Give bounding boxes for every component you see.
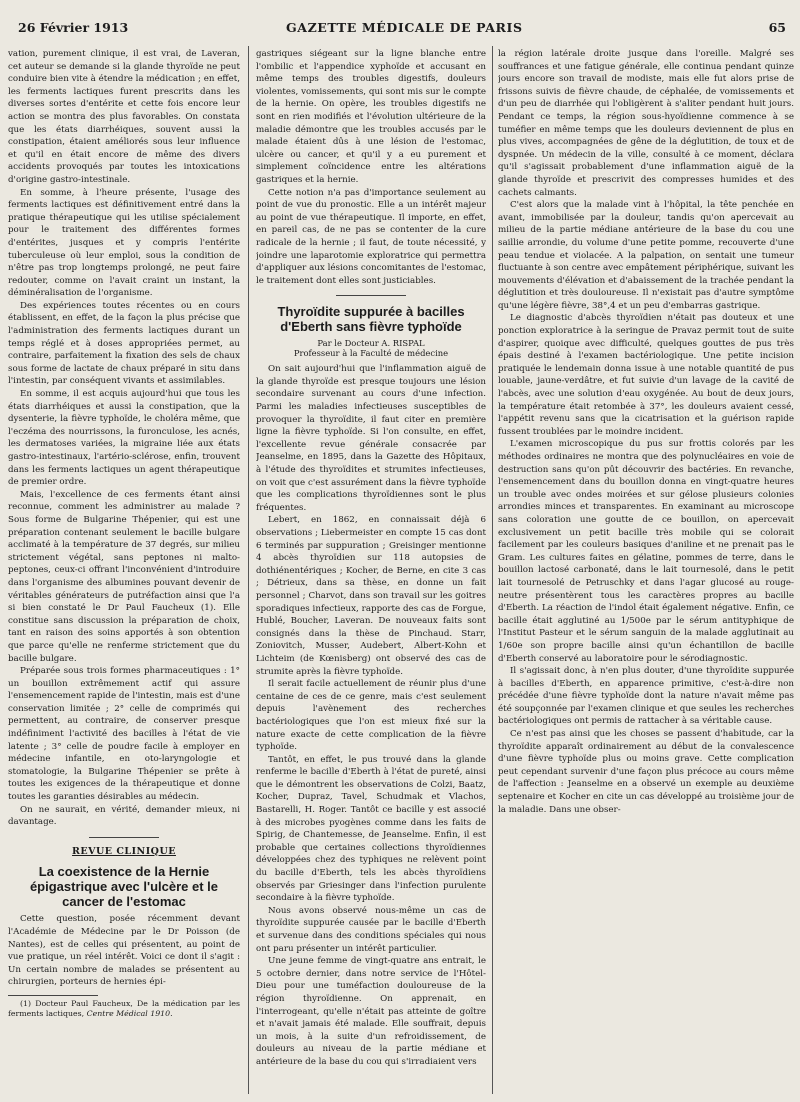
section-rubric: REVUE CLINIQUE bbox=[72, 845, 176, 857]
article-title: Thyroïdite suppurée à bacilles d'Eberth sans fièvre typhoïde bbox=[277, 304, 465, 335]
column-divider bbox=[248, 46, 249, 1094]
body-paragraph: vation, purement clinique, il est vrai, de Laveran, cet auteur se demande si la glande thyroïde ne peut conduire bien vite à étendre la médication ; en effet, les ferments lactiques furent prescrits dans les diverses sortes d'entérite et cette fois encore leur action se montra des plus favorables. On constata que les états diarrhéiques, souvent aussi la constipation, étaient améliorés sous leur influence et qu'il en était encore de même des divers accidents provoqués par toutes les intoxications d'origine gastro-intestinale. bbox=[8, 49, 240, 185]
issue-date: 26 Février 1913 bbox=[18, 20, 129, 35]
page-header bbox=[18, 20, 786, 40]
column-2 bbox=[256, 48, 486, 1093]
article-byline: Par le Docteur A. RISPAL bbox=[317, 338, 425, 349]
column-3 bbox=[498, 48, 794, 1093]
body-paragraph: Nous avons observé nous-même un cas de thyroïdite suppurée causée par le bacille d'Eberth et survenue dans des conditions spéciales qui nous ont paru présenter un intérêt particulier. bbox=[256, 905, 486, 954]
page-number: 65 bbox=[768, 20, 786, 35]
footnote-source: Centre Médical 1910. bbox=[86, 1008, 173, 1018]
body-paragraph: la région latérale droite jusque dans l'oreille. Malgré ses souffrances et une fatigue générale, elle continua pendant quinze jours encore son travail de modiste, mais elle fut alors prise de frissons suivis de fièvre chaude, de céphalée, de vomissements et d'un peu de diarrhée qui l'obligèrent à s'aliter pendant huit jours. Pendant ce temps, la région sous-hyoïdienne commence à se tuméfier en même temps que les douleurs deviennent de plus en plus vives, accompagnées de gêne de la déglutition, de toux et de dyspnée. Un médecin de la ville, consulté à ce moment, déclara qu'il s'agissait probablement d'une inflammation aiguë de la glande thyroïde et prescrivit des compresses humides et des cachets calmants. bbox=[498, 49, 794, 198]
body-paragraph: Ce n'est pas ainsi que les choses se passent d'habitude, car la thyroïdite apparaît ordinairement au début de la convalescence d'une fièvre typhoïde plus ou moins grave. Cette complication peut cependant survenir d'une façon plus précoce au cours même de l'affection : Jeanselme en a observé un exemple au deuxième septenaire et Kocher en cite un cas développé au troisième jour de la maladie. Dans une obser- bbox=[498, 729, 794, 815]
footnote-rule bbox=[8, 995, 98, 996]
body-paragraph: On ne saurait, en vérité, demander mieux, ni davantage. bbox=[8, 804, 240, 828]
body-paragraph: En somme, à l'heure présente, l'usage des ferments lactiques est définitivement entré dans la pratique thérapeutique qui les utilise spécialement pour le traitement des différentes formes d'entérites, jusques et y compris l'entérite tuberculeuse où leur emploi, sous la condition de n'être pas trop longtemps prolongé, ne peut faire redouter, comme on l'avait craint un instant, la déminéralisation de l'organisme. bbox=[8, 187, 240, 299]
footnote-text: (1) Docteur Paul Faucheux, De la médication par les ferments lactiques, bbox=[8, 998, 240, 1018]
body-paragraph: Lebert, en 1862, en connaissait déjà 6 observations ; Liebermeister en compte 15 cas dont 6 terminés par suppuration ; Greisinger mentionne 4 abcès thyroïdien sur 118 autopsies de dothiénentériques ; Kocher, de Berne, en cite 3 cas ; Détrieux, dans sa thèse, en donne un fait personnel ; Charvot, dans son travail sur les goitres sporadiques infectieux, rapporte des cas de Forgue, Hublé, Boucher, Laveran. De nouveaux faits sont consignés dans la thèse de Pinchaud. Starr, Zoniovitch, Musser, Audebert, Albert-Kohn et Lichteim (de Kœnisberg) ont observé des cas de strumite après la fièvre typhoïde. bbox=[256, 515, 486, 677]
article-title: La coexistence de la Hernie épigastrique avec l'ulcère et le cancer de l'estomac bbox=[29, 864, 219, 910]
column-divider bbox=[492, 46, 493, 1094]
section-separator bbox=[336, 295, 406, 296]
body-paragraph: Il serait facile actuellement de réunir plus d'une centaine de ces de ce genre, mais c'est seulement depuis l'avènement des recherches bactériologiques que l'on est mieux fixé sur la nature exacte de cette complication de la fièvre typhoïde. bbox=[256, 679, 486, 753]
body-paragraph: C'est alors que la malade vint à l'hôpital, la tête penchée en avant, immobilisée par la douleur, tandis qu'on apercevait au milieu de la partie médiane antérieure de la base du cou une saillie arrondie, du volume d'une petite pomme, recouverte d'une peau tendue et violacée. A la palpation, on sentait une tumeur fluctuante à son centre avec empâtement périphérique, suivant les mouvements d'élévation et d'abaissement de la trachée pendant la déglutition et très douloureuse. Il n'existait pas d'autre symptôme qu'une légère fièvre, 38°,4 et un peu d'embarras gastrique. bbox=[498, 200, 794, 311]
footnote bbox=[8, 999, 240, 1019]
body-paragraph: Cette question, posée récemment devant l'Académie de Médecine par le Dr Poisson (de Nantes), est de celles qui présentent, au point de vue pratique, un réel intérêt. Voici ce dont il s'agit : Un certain nombre de malades se présentent au chirurgien, porteurs de hernies épi- bbox=[8, 914, 240, 988]
body-paragraph: Une jeune femme de vingt-quatre ans entrait, le 5 octobre dernier, dans notre service de l'Hôtel-Dieu pour une tuméfaction douloureuse de la région thyroïdienne. On apprenait, en l'interrogeant, qu'elle n'était pas atteinte de goître et n'avait jamais été malade. Elle souffrait, depuis un mois, à la suite d'un refroidissement, de douleurs au niveau de la partie médiane et antérieure de la base du cou qui s'irradiaient vers bbox=[256, 956, 486, 1067]
body-paragraph: En somme, il est acquis aujourd'hui que tous les états diarrhéiques et aussi la constipation, que la dysenterie, la fièvre typhoïde, le choléra même, que l'eczéma des nourrissons, la furonculose, les acnés, les dermatoses variées, la migraine liée aux états gastro-intestinaux, l'artério-sclérose, enfin, trouvent dans les ferments lactiques un agent thérapeutique de premier ordre. bbox=[8, 389, 240, 488]
body-paragraph: gastriques siégeant sur la ligne blanche entre l'ombilic et l'appendice xyphoïde et accusant en même temps des troubles digestifs, douleurs violentes, vomissements, qui sont mis sur le compte de la hernie. On opère, les troubles digestifs ne sont en rien modifiés et l'évolution ultérieure de la maladie démontre que les troubles accusés par le malade étaient dûs à une lésion de l'estomac, ulcère ou cancer, et qu'il y a eu purement et simplement coïncidence entre les altérations gastriques et la hernie. bbox=[256, 49, 486, 185]
body-paragraph: Des expériences toutes récentes ou en cours établissent, en effet, de la façon la plus précise que l'administration des ferments lactiques durant un temps réglé et à doses appropriées permet, au contraire, parfaitement la fixation des sels de chaux sous forme de lactate de chaux préparé in situ dans l'intestin, par conséquent vivants et assimilables. bbox=[8, 300, 240, 387]
body-paragraph: Préparée sous trois formes pharmaceutiques : 1° un bouillon extrêmement actif qui assure l'ensemencement rapide de l'intestin, mais est d'une conservation limitée ; 2° celle de comprimés qui permettent, au contraire, de conserver presque indéfiniment l'activité des bacilles à l'état de vie latente ; 3° celle de poudre facile à employer en médecine infantile, en oto-laryngologie et stomatologie, la Bulgarine Thépenier se prête à toutes les exigences de la thérapeutique et donne toutes les garanties désirables au médecin. bbox=[8, 666, 240, 803]
body-paragraph: Le diagnostic d'abcès thyroïdien n'était pas douteux et une ponction exploratrice à la seringue de Pravaz permit tout de suite d'aspirer, quoique avec difficulté, quelques gouttes de pus très épais destiné à l'examen bactériologique. Une petite incision pratiquée le lendemain donna issue à une notable quantité de pus louable, jaune-verdâtre, et fut suivie d'un lavage de la cavité de l'abcès, avec une solution d'eau oxygénée. Au bout de deux jours, la température était retombée à 37°, les douleurs avaient cessé, l'appétit revenu sans que la cicatrisation et la guérison rapide fussent troublées par le moindre incident. bbox=[498, 313, 794, 437]
body-paragraph: Cette notion n'a pas d'importance seulement au point de vue du pronostic. Elle a un intérêt majeur au point de vue thérapeutique. Il importe, en effet, en pareil cas, de ne pas se contenter de la cure radicale de la hernie ; il faut, de toute nécessité, y joindre une laparotomie exploratrice qui permettra d'appliquer aux lésions concomitantes de l'estomac, le traitement dont elles sont justiciables. bbox=[256, 187, 486, 286]
body-paragraph: On sait aujourd'hui que l'inflammation aiguë de la glande thyroïde est presque toujours une lésion secondaire survenant au cours d'une infection. Parmi les maladies infectieuses susceptibles de provoquer la thyroïdite, il faut citer en première ligne la fièvre typhoïde. Si l'on consulte, en effet, l'excellente revue générale consacrée par Jeanselme, en 1895, dans la Gazette des Hôpitaux, à l'étude des thyroïdites et strumites infectieuses, on voit que c'est assurément dans la fièvre typhoïde que les complications thyroïdiennes sont le plus fréquentes. bbox=[256, 364, 486, 513]
section-separator bbox=[89, 837, 159, 838]
journal-title: GAZETTE MÉDICALE DE PARIS bbox=[286, 20, 523, 35]
body-paragraph: Tantôt, en effet, le pus trouvé dans la glande renferme le bacille d'Eberth à l'état de pureté, ainsi que le démontrent les observations de Colzi, Baatz, Kocher, Dupraz, Tavel, Schudmak et Vlachos, Bastarelli, H. Roger. Tantôt ce bacille y est associé à des microbes pyogènes comme dans les faits de Spirig, de Chantemesse, de Jeanselme. Enfin, il est probable que certaines collections thyroïdiennes développées chez des typhiques ne relèvent point du bacille d'Eberth, tels les abcès thyroïdiens observés par Griesinger dans l'infection purulente secondaire à la fièvre typhoïde. bbox=[256, 754, 486, 904]
body-paragraph: Mais, l'excellence de ces ferments étant ainsi reconnue, comment les administrer au malade ? Sous forme de Bulgarine Thépenier, qui est une préparation contenant seulement le bacille bulgare acclimaté à la température de 37 degrés, sur milieu strictement végétal, sans peptones ni malto-peptones, ceux-ci offrant l'inconvénient d'introduire dans l'organisme des albumines pouvant devenir de véritables générateurs de putréfaction ainsi que l'a si bien constaté le Dr Paul Faucheux (1). Elle constitue sans discussion la préparation de choix, tant en raison des soins apportés à son obtention que parce qu'elle ne renferme strictement que du bacille bulgare. bbox=[8, 489, 240, 664]
body-paragraph: Il s'agissait donc, à n'en plus douter, d'une thyroïdite suppurée à bacilles d'Eberth, en apparence primitive, c'est-à-dire non précédée d'une fièvre typhoïde dont la nature n'avait même pas été soupçonnée par l'examen clinique et que seules les recherches bactériologiques ont permis de rattacher à sa véritable cause. bbox=[498, 666, 794, 727]
body-paragraph: L'examen microscopique du pus sur frottis colorés par les méthodes ordinaires ne montra que des polynucléaires en voie de destruction sans qu'on pût découvrir des bactéries. En revanche, l'ensemencement dans du bouillon donna en vingt-quatre heures un trouble avec ondes moirées et sur gélose plusieurs colonies arrondies minces et transparentes. En examinant au microscope sans coloration une goutte de ce bouillon, on apercevait exclusivement un petit bacille très mobile qui se colorait facilement par les couleurs basiques d'aniline et ne prenait pas le Gram. Les cultures faites en gélatine, pommes de terre, dans le bouillon lactosé carbonaté, dans le lait tournesolé, dans le petit lait tournesolé de Petruschky et dans l'agar glucosé au rouge-neutre présentèrent tous les caractères propres au bacille d'Eberth. La réaction de l'indol était également négative. Enfin, ce bacille était agglutiné au 1/500e par le sérum antityphique de l'Institut Pasteur et le sérum sanguin de la malade agglutinait au 1/60e son propre bacille ainsi qu'un échantillon de bacille d'Eberth conservé au laboratoire pour le sérodiagnostic. bbox=[498, 439, 794, 664]
byline-affiliation: Professeur à la Faculté de médecine bbox=[293, 348, 449, 359]
column-1 bbox=[8, 48, 240, 1093]
